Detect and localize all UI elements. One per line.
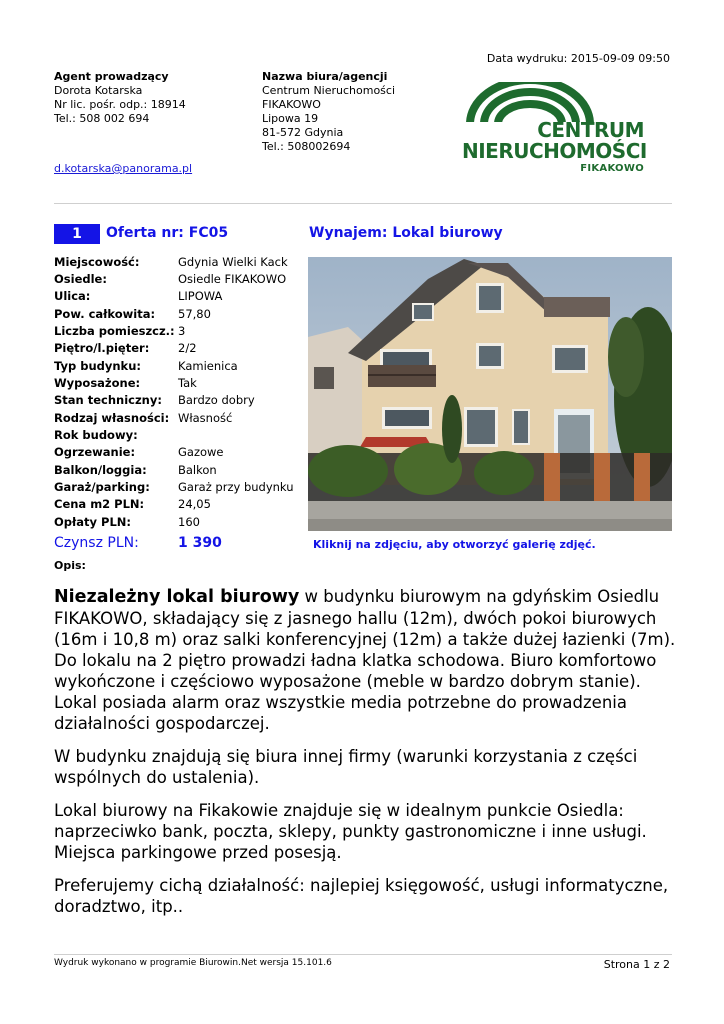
- agency-name: Centrum Nieruchomości: [262, 84, 396, 97]
- detail-value: LIPOWA: [178, 289, 223, 304]
- detail-value: Osiedle FIKAKOWO: [178, 272, 287, 287]
- rent-label: Czynsz PLN:: [54, 534, 139, 551]
- detail-label: Garaż/parking:: [54, 480, 150, 495]
- detail-label: Ogrzewanie:: [54, 445, 136, 460]
- description-lead: Niezależny lokal biurowy: [54, 587, 300, 607]
- offer-description: [54, 586, 676, 929]
- detail-value: Kamienica: [178, 358, 238, 373]
- agency-phone: Tel.: 508002694: [262, 140, 351, 153]
- description-paragraph: Preferujemy cichą działalność: najlepiej księgowość, usługi informatyczne, doradztwo, itp..: [54, 876, 669, 916]
- detail-value: 24,05: [178, 497, 211, 512]
- rent-value: 1 390: [178, 534, 222, 551]
- detail-row: [54, 253, 294, 270]
- detail-row: [54, 357, 294, 374]
- detail-label: Balkon/loggia:: [54, 462, 147, 477]
- description-label: Opis:: [54, 559, 86, 572]
- detail-row: [54, 409, 294, 426]
- detail-label: Rok budowy:: [54, 428, 138, 443]
- detail-row: [54, 444, 294, 461]
- detail-label: Typ budynku:: [54, 358, 141, 373]
- detail-value: 2/2: [178, 341, 197, 356]
- detail-row: [54, 288, 294, 305]
- agency-logo: [462, 82, 648, 182]
- detail-value: Gdynia Wielki Kack: [178, 254, 288, 269]
- agency-block: [262, 70, 452, 154]
- detail-value: 57,80: [178, 306, 211, 321]
- detail-row: [54, 340, 294, 357]
- detail-value: 3: [178, 324, 186, 339]
- agency-street: Lipowa 19: [262, 112, 319, 125]
- logo-line-2: NIERUCHOMOŚCI: [462, 139, 647, 163]
- detail-row: [54, 478, 294, 495]
- agency-heading: Nazwa biura/agencji: [262, 70, 388, 83]
- detail-row: [54, 322, 294, 339]
- agent-phone: Tel.: 508 002 694: [54, 112, 150, 125]
- detail-value: 160: [178, 514, 200, 529]
- detail-label: Ulica:: [54, 289, 91, 304]
- logo-arcs-icon: [462, 82, 648, 122]
- description-paragraph: [54, 586, 676, 734]
- offer-index-badge: 1: [54, 224, 100, 244]
- detail-row: [54, 392, 294, 409]
- detail-label: Stan techniczny:: [54, 393, 162, 408]
- detail-label: Miejscowość:: [54, 254, 140, 269]
- header-divider: [54, 203, 672, 204]
- detail-row: [54, 374, 294, 391]
- details-table: [54, 253, 294, 554]
- page-number: Strona 1 z 2: [603, 958, 670, 971]
- detail-value: Balkon: [178, 462, 217, 477]
- detail-row: [54, 270, 294, 287]
- detail-label: Opłaty PLN:: [54, 514, 132, 529]
- description-paragraph: W budynku znajdują się biura innej firmy (warunki korzystania z części wspólnych do ustalenia).: [54, 747, 638, 787]
- agency-brand: FIKAKOWO: [262, 98, 321, 111]
- rent-row: [54, 532, 294, 554]
- agency-city: 81-572 Gdynia: [262, 126, 344, 139]
- offer-number: Oferta nr: FC05: [106, 225, 229, 241]
- footer-divider: [54, 954, 672, 955]
- logo-line-1: CENTRUM: [537, 118, 644, 142]
- detail-row: [54, 513, 294, 530]
- detail-value: Tak: [178, 376, 197, 391]
- description-text: w budynku biurowym na gdyńskim Osiedlu FIKAKOWO, składający się z jasnego hallu (12m), dwóch pokoi biurowych (16m i 10,8 m) oraz salki konferencyjnej (12m) a także dużej łazienki (7m). Do lokalu na 2 piętro prowadzi ładna klatka schodowa. Biuro komfortowo wykończone i częściowo wyposażone (meble w bardzo dobrym stanie). Lokal posiada alarm oraz wszystkie media potrzebne do prowadzenia działalności gospodarczej.: [54, 587, 676, 733]
- detail-value: Garaż przy budynku: [178, 480, 294, 495]
- detail-label: Piętro/l.pięter:: [54, 341, 150, 356]
- detail-label: Wyposażone:: [54, 376, 141, 391]
- detail-label: Rodzaj własności:: [54, 410, 170, 425]
- detail-label: Osiedle:: [54, 272, 107, 287]
- agent-email-link[interactable]: d.kotarska@panorama.pl: [54, 162, 193, 175]
- detail-value: Własność: [178, 410, 233, 425]
- property-photo[interactable]: [308, 257, 672, 531]
- agent-heading: Agent prowadzący: [54, 70, 169, 83]
- detail-row: [54, 496, 294, 513]
- detail-row: [54, 305, 294, 322]
- agent-name: Dorota Kotarska: [54, 84, 143, 97]
- detail-row: [54, 461, 294, 478]
- photo-gallery-caption: Kliknij na zdjęciu, aby otworzyć galerię zdjęć.: [313, 538, 596, 551]
- detail-value: Gazowe: [178, 445, 224, 460]
- agent-license: Nr lic. pośr. odp.: 18914: [54, 98, 186, 111]
- detail-label: Liczba pomieszcz.:: [54, 324, 175, 339]
- agent-block: [54, 70, 244, 126]
- offer-type: Wynajem: Lokal biurowy: [309, 225, 503, 241]
- detail-label: Pow. całkowita:: [54, 306, 156, 321]
- footer-software-note: Wydruk wykonano w programie Biurowin.Net wersja 15.101.6: [54, 958, 332, 968]
- detail-value: Bardzo dobry: [178, 393, 255, 408]
- logo-line-3: FIKAKOWO: [580, 163, 644, 174]
- detail-row: [54, 426, 294, 443]
- description-paragraph: Lokal biurowy na Fikakowie znajduje się w idealnym punkcie Osiedla: naprzeciwko bank, poczta, sklepy, punkty gastronomiczne i inne usługi. Miejsca parkingowe przed posesją.: [54, 801, 647, 862]
- detail-label: Cena m2 PLN:: [54, 497, 145, 512]
- print-date: Data wydruku: 2015-09-09 09:50: [486, 52, 670, 65]
- building-photo-image: [308, 257, 672, 531]
